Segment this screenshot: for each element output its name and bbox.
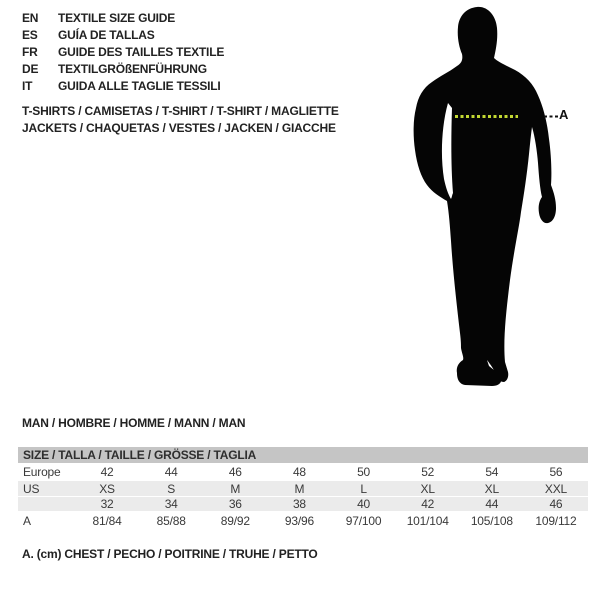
language-code: FR [22,45,38,59]
chest-marker-label: A [559,107,569,122]
size-table-body [18,463,588,530]
man-silhouette-figure [405,0,595,400]
size-value-cell: 34 [164,497,178,511]
section-title-man: MAN / HOMBRE / HOMME / MANN / MAN [22,416,246,430]
size-value-cell: 42 [421,497,435,511]
language-title: TEXTILE SIZE GUIDE [58,11,176,25]
size-value-cell: 101/104 [406,513,449,528]
size-value-cell: 42 [100,465,114,479]
size-value-cell: 38 [292,497,306,511]
size-value-cell: S [167,481,176,496]
size-table [18,447,588,530]
size-value-cell: 46 [228,465,242,479]
man-silhouette-shape [414,7,556,386]
row-label: Europe [23,465,61,479]
measurement-footnote: A. (cm) CHEST / PECHO / POITRINE / TRUHE / PETTO [22,547,318,561]
language-row [22,27,224,44]
language-title: GUIDA ALLE TAGLIE TESSILI [58,79,221,93]
size-value-cell: XL [484,481,499,496]
size-value-cell: 97/100 [345,513,382,528]
size-value-cell: M [230,481,241,496]
size-value-cell: 93/96 [284,513,314,528]
size-value-cell: 32 [100,497,114,511]
size-value-cell: 40 [357,497,371,511]
size-table-header: SIZE / TALLA / TAILLE / GRÖSSE / TAGLIA [18,447,588,463]
size-value-cell: 109/112 [535,513,577,528]
language-code: DE [22,62,39,76]
language-code: IT [22,79,33,93]
language-title: TEXTILGRÖßENFÜHRUNG [58,62,207,76]
size-value-cell: 105/108 [470,513,513,528]
man-silhouette-svg [405,0,595,400]
category-line-jackets: JACKETS / CHAQUETAS / VESTES / JACKEN / GIACCHE [22,121,336,135]
category-lines [22,103,339,137]
size-value-cell: 89/92 [220,513,250,528]
size-value-cell: 54 [485,465,499,479]
size-value-cell: 46 [549,497,563,511]
size-value-cell: XL [420,481,435,496]
size-value-cell: XS [99,481,115,496]
size-value-cell: M [294,481,305,496]
size-value-cell: 52 [421,465,435,479]
row-label: US [23,481,40,496]
language-row [22,61,224,78]
table-row [18,481,588,496]
size-value-cell: 48 [292,465,306,479]
language-row [22,78,224,95]
row-label: A [23,513,31,528]
language-code: EN [22,11,39,25]
size-value-cell: 56 [549,465,563,479]
language-title: GUÍA DE TALLAS [58,28,155,42]
language-list [22,10,224,95]
size-value-cell: 85/88 [156,513,186,528]
size-value-cell: 44 [164,465,178,479]
language-code: ES [22,28,38,42]
table-row [18,463,588,481]
language-title: GUIDE DES TAILLES TEXTILE [58,45,225,59]
size-value-cell: 44 [485,497,499,511]
table-row [18,511,588,530]
size-value-cell: L [360,481,367,496]
size-value-cell: 50 [357,465,371,479]
size-value-cell: 81/84 [92,513,122,528]
size-value-cell: 36 [228,497,242,511]
size-value-cell: XXL [544,481,567,496]
category-line-tshirts: T-SHIRTS / CAMISETAS / T-SHIRT / T-SHIRT / MAGLIETTE [22,104,339,118]
table-row [18,497,588,511]
language-row [22,44,224,61]
language-row [22,10,224,27]
